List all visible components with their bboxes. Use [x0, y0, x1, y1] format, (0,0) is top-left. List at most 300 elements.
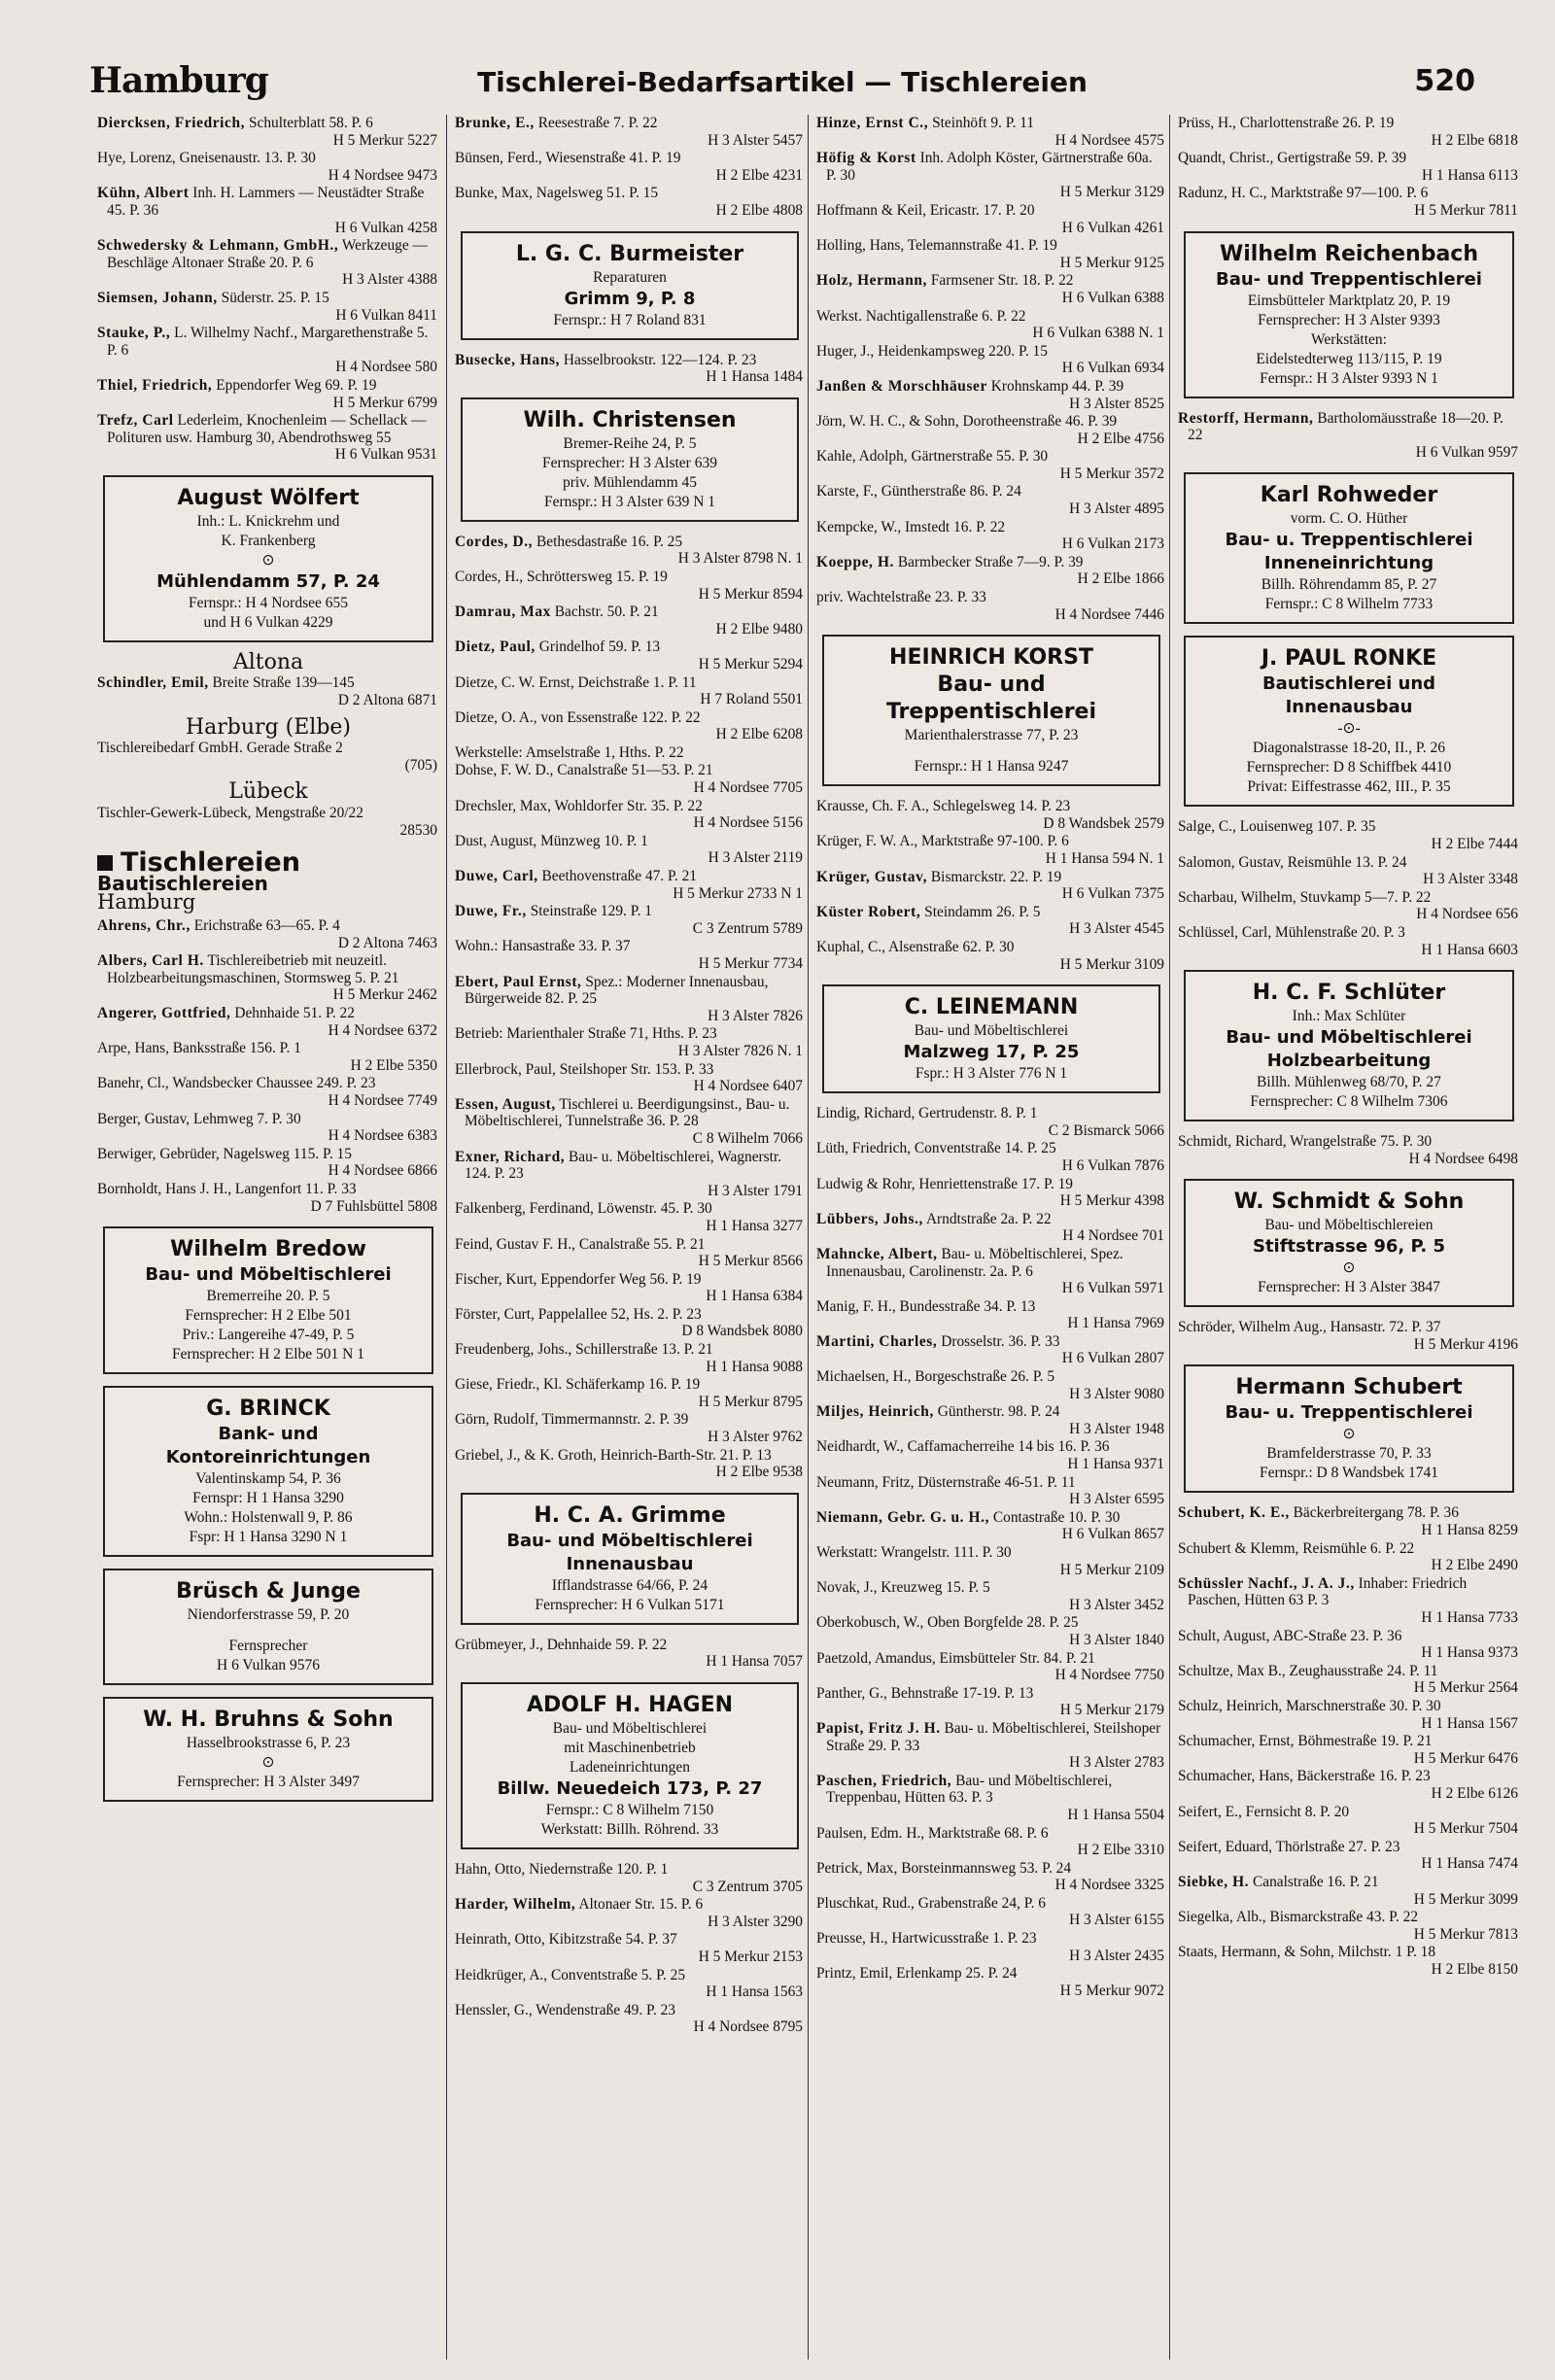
directory-entry [1178, 889, 1520, 923]
entry-phone: H 6 Vulkan 8411 [335, 306, 437, 324]
directory-entry [816, 1579, 1166, 1613]
ad-line: Fernspr.: H 3 Alster 639 N 1 [543, 493, 716, 510]
ad-title: J. PAUL RONKE [1261, 646, 1437, 672]
entry-address: Siegelka, Alb., Bismarckstraße 43. P. 22 [1178, 1909, 1419, 1926]
entry-name: Stauke, P., [97, 325, 171, 342]
entry-phone: H 3 Alster 9080 [1069, 1385, 1164, 1402]
ad-line: vorm. C. O. Hüther [1290, 510, 1408, 528]
entry-address: Bau- u. Möbeltischlerei, Steilshoper Straße 29. P. 33 [826, 1719, 1161, 1754]
directory-entry [97, 1005, 439, 1039]
entry-phone: H 3 Alster 4895 [1069, 500, 1164, 518]
entry-phone: H 3 Alster 7826 N. 1 [677, 1042, 803, 1059]
ad-line: Bau- und Möbeltischlerei [1226, 1027, 1472, 1049]
entry-address: Förster, Curt, Pappelallee 52, Hs. 2. P. 23 [455, 1305, 702, 1323]
entry-phone: H 6 Vulkan 7876 [1061, 1156, 1164, 1174]
entry-phone: H 4 Nordsee 5156 [693, 814, 803, 832]
entry-name: Schwedersky & Lehmann, GmbH., [97, 237, 339, 255]
directory-entry [816, 1403, 1166, 1437]
directory-entry [1178, 924, 1520, 958]
entry-phone: H 1 Hansa 6603 [1421, 941, 1518, 958]
directory-entry [455, 1271, 805, 1305]
directory-entry [816, 798, 1166, 832]
directory-entry [97, 412, 439, 464]
ad-address: Billw. Neuedeich 173, P. 27 [497, 1778, 763, 1799]
directory-entry [97, 377, 439, 411]
entry-address: Griebel, J., & K. Groth, Heinrich-Barth-Str. 21. P. 13 [455, 1446, 772, 1464]
entry-phone: H 5 Merkur 4398 [1059, 1192, 1164, 1210]
entry-address: Kuphal, C., Alsenstraße 62. P. 30 [816, 938, 1015, 955]
entry-name: Diercksen, Friedrich, [97, 115, 246, 131]
ad-line: Fernsprecher: H 3 Alster 3497 [177, 1774, 360, 1791]
entry-address: Oberkobusch, W., Oben Borgfelde 28. P. 25 [816, 1614, 1079, 1632]
directory-entry [97, 952, 439, 1004]
entry-name: Koeppe, H. [816, 553, 894, 570]
entry-phone: H 1 Hansa 9088 [706, 1358, 803, 1375]
entry-phone: H 5 Merkur 7504 [1413, 1820, 1518, 1838]
entry-name: Essen, August, [455, 1095, 556, 1113]
entry-address: Drechsler, Max, Wohldorfer Str. 35. P. 22 [455, 797, 703, 814]
entry-phone: H 2 Elbe 2490 [1431, 1557, 1518, 1574]
entry-address: Banehr, Cl., Wandsbecker Chaussee 249. P. 23 [97, 1075, 376, 1092]
entry-name: Kühn, Albert [97, 185, 190, 202]
ad-symbol: ⊙ [261, 1754, 275, 1772]
entry-phone: H 1 Hansa 9373 [1421, 1644, 1518, 1662]
directory-entry [97, 1040, 439, 1074]
directory-entry [1178, 115, 1520, 149]
directory-entry [816, 1333, 1166, 1367]
entry-address: Salge, C., Louisenweg 107. P. 35 [1178, 818, 1376, 836]
entry-address: Werkst. Nachtigallenstraße 6. P. 22 [816, 307, 1026, 325]
ad-line: Fernsprecher: H 3 Alster 9393 [1258, 311, 1440, 328]
entry-phone: H 3 Alster 8798 N. 1 [677, 550, 803, 568]
category-heading: Bautischlereien [97, 871, 268, 895]
entry-phone: H 3 Alster 6155 [1069, 1912, 1164, 1929]
entry-address: Printz, Emil, Erlenkamp 25. P. 24 [816, 1965, 1018, 1983]
entry-list [1178, 115, 1520, 220]
directory-entry [1178, 1733, 1520, 1767]
column-divider [446, 115, 447, 2360]
entry-address: Werkstatt: Wrangelstr. 111. P. 30 [816, 1544, 1012, 1561]
city-subheading: Hamburg [97, 890, 196, 914]
ad-address: Bramfelderstrasse 70, P. 33 [1266, 1445, 1432, 1463]
ad-line: Ladeneinrichtungen [570, 1759, 690, 1776]
entry-address: Dehnhaide 51. P. 22 [234, 1004, 355, 1021]
entry-name: Duwe, Fr., [455, 903, 527, 920]
directory-entry [97, 917, 439, 951]
directory-entry [816, 1140, 1166, 1174]
directory-entry [816, 939, 1166, 973]
entry-address: Contastraße 10. P. 30 [992, 1508, 1121, 1526]
entry-phone: H 4 Nordsee 7750 [1054, 1667, 1164, 1684]
column-3 [816, 115, 1166, 2360]
directory-entry [97, 290, 439, 324]
entry-address: Krohnskamp 44. P. 39 [990, 377, 1124, 395]
entry-address: L. Wilhelmy Nachf., Margarethenstraße 5. P. 6 [107, 325, 429, 359]
ad-line: Fernspr.: C 8 Wilhelm 7733 [1264, 596, 1434, 613]
ad-line: H 6 Vulkan 9576 [217, 1657, 320, 1674]
section-heading [97, 847, 439, 879]
directory-entry [455, 1061, 805, 1095]
entry-phone: H 6 Vulkan 9531 [334, 446, 437, 464]
directory-entry [1178, 1540, 1520, 1574]
entry-phone: H 5 Merkur 6799 [332, 394, 437, 411]
entry-phone: H 1 Hansa 1567 [1421, 1714, 1518, 1732]
ad-line: Priv.: Langereihe 47-49, P. 5 [182, 1327, 355, 1344]
entry-name: Busecke, Hans, [455, 351, 561, 368]
entry-address: Preusse, H., Hartwicusstraße 1. P. 23 [816, 1930, 1037, 1948]
entry-address: Bornholdt, Hans J. H., Langenfort 11. P. 33 [97, 1180, 357, 1197]
directory-entry [97, 740, 439, 774]
directory-entry [455, 569, 805, 603]
entry-phone: H 2 Elbe 1866 [1077, 570, 1164, 588]
directory-entry [816, 1965, 1166, 1999]
entry-name: Damrau, Max [455, 604, 551, 621]
entry-address: Dietze, O. A., von Essenstraße 122. P. 22 [455, 708, 701, 726]
ad-title: Wilh. Christensen [523, 407, 737, 432]
ad-line: Wohn.: Holstenwall 9, P. 86 [184, 1509, 353, 1527]
entry-phone: H 1 Hansa 5504 [1067, 1806, 1164, 1823]
directory-entry [455, 185, 805, 219]
entry-address: Spez.: Moderner Innenausbau, Bürgerweide 82. P. 25 [465, 973, 769, 1008]
ad-title: Brüsch & Junge [176, 1579, 361, 1604]
directory-entry [1178, 1768, 1520, 1802]
entry-address: Bäckerbreitergang 78. P. 36 [1293, 1504, 1459, 1522]
ad-line: Fernsprecher: H 3 Alster 639 [542, 454, 717, 471]
ad-line: Bau- und Treppentischlerei [1216, 268, 1482, 290]
page-number: 520 [1414, 64, 1475, 98]
entry-phone: H 4 Nordsee 7749 [328, 1091, 437, 1109]
entry-address: Erichstraße 63—65. P. 4 [193, 917, 340, 934]
ad-title: ADOLF H. HAGEN [526, 1693, 734, 1717]
entry-name: Küster Robert, [816, 903, 921, 920]
ad-address: Diagonalstrasse 18-20, II., P. 26 [1252, 740, 1446, 757]
ad-line: Fernspr.: D 8 Wandsbek 1741 [1259, 1465, 1439, 1482]
entry-list [1178, 818, 1520, 958]
entry-phone: H 5 Merkur 2179 [1059, 1702, 1164, 1719]
ad-line: Fernsprecher: H 3 Alster 3847 [1258, 1279, 1440, 1296]
ad-address: Bremerreihe 20. P. 5 [206, 1288, 330, 1305]
column-2 [455, 115, 805, 2360]
entry-address: Seifert, E., Fernsicht 8. P. 20 [1178, 1803, 1350, 1820]
entry-address: Neumann, Fritz, Düsternstraße 46-51. P. 11 [816, 1473, 1076, 1491]
entry-phone: H 5 Merkur 3109 [1059, 955, 1164, 973]
column-1 [97, 115, 439, 2360]
column-divider [808, 115, 809, 2360]
entry-name: Papist, Fritz J. H. [816, 1719, 941, 1737]
entry-name: Martini, Charles, [816, 1332, 938, 1350]
entry-phone: H 6 Vulkan 9597 [1415, 443, 1518, 461]
entry-name: Höfig & Korst [816, 150, 916, 167]
entry-phone: D 2 Altona 7463 [337, 934, 437, 951]
entry-address: Canalstraße 16. P. 21 [1253, 1873, 1379, 1890]
entry-address: Seifert, Eduard, Thörlstraße 27. P. 23 [1178, 1838, 1400, 1855]
directory-entry [455, 2002, 805, 2036]
entry-address: Süderstr. 25. P. 15 [221, 289, 329, 306]
ad-address: Bremer-Reihe 24, P. 5 [563, 434, 697, 452]
column-4 [1178, 115, 1520, 2360]
entry-phone: H 4 Nordsee 3325 [1054, 1877, 1164, 1894]
entry-list [97, 115, 439, 464]
entry-address: Lederleim, Knochenleim — Schellack — Polituren usw. Hamburg 30, Abendrothsweg 55 [107, 412, 427, 446]
directory-entry [816, 1825, 1166, 1859]
entry-phone: H 4 Nordsee 6372 [328, 1021, 437, 1039]
directory-entry [816, 308, 1166, 342]
entry-phone: H 1 Hansa 7474 [1421, 1855, 1518, 1873]
entry-name: Lübbers, Johs., [816, 1210, 923, 1227]
entry-address: Heidkrüger, A., Conventstraße 5. P. 25 [455, 1966, 686, 1983]
ad-line: Fernsprecher: H 2 Elbe 501 N 1 [171, 1346, 364, 1363]
entry-phone: H 1 Hansa 6384 [706, 1288, 803, 1305]
entry-phone: H 3 Alster 7826 [708, 1007, 803, 1024]
directory-entry [455, 709, 805, 743]
entry-phone: H 4 Nordsee 6407 [693, 1078, 803, 1095]
directory-entry [816, 554, 1166, 588]
ad-line: Bau- und Möbeltischlerei [506, 1530, 753, 1551]
directory-entry [1178, 1628, 1520, 1662]
directory-entry [1178, 1698, 1520, 1732]
directory-entry [97, 1111, 439, 1145]
directory-entry [455, 1376, 805, 1410]
ad-line: Bau- und Möbeltischlerei [145, 1264, 392, 1286]
entry-address: Schmidt, Richard, Wrangelstraße 75. P. 30 [1178, 1133, 1433, 1151]
entry-phone: H 5 Merkur 2564 [1413, 1679, 1518, 1697]
ad-title: C. LEINEMANN [904, 995, 1079, 1020]
entry-address: Tischlereibetrieb mit neuzeitl. Holzbearbeitungsmaschinen, Stormsweg 5. P. 21 [107, 952, 399, 986]
entry-name: Trefz, Carl [97, 412, 174, 430]
ad-grimme [461, 1493, 799, 1625]
entry-phone: H 4 Nordsee 656 [1416, 906, 1518, 923]
entry-address: Heinrath, Otto, Kibitzstraße 54. P. 37 [455, 1931, 677, 1949]
entry-phone: H 5 Merkur 3572 [1059, 465, 1164, 482]
entry-name: Krüger, Gustav, [816, 868, 928, 885]
entry-phone: H 3 Alster 2435 [1069, 1947, 1164, 1964]
directory-entry [816, 904, 1166, 938]
entry-address: Prüss, H., Charlottenstraße 26. P. 19 [1178, 115, 1395, 131]
ad-title: Treppentischlerei [885, 700, 1097, 725]
ad-line: priv. Mühlendamm 45 [562, 473, 698, 491]
entry-phone: H 6 Vulkan 4261 [1061, 219, 1164, 236]
directory-entry [816, 1614, 1166, 1648]
entry-address: Görn, Rudolf, Timmermannstr. 2. P. 39 [455, 1411, 689, 1429]
directory-entry [816, 1895, 1166, 1929]
entry-address: Jörn, W. H. C., & Sohn, Dorotheenstraße 46. P. 39 [816, 413, 1118, 431]
entry-address: Michaelsen, H., Borgeschstraße 26. P. 5 [816, 1368, 1055, 1386]
entry-address: Holling, Hans, Telemannstraße 41. P. 19 [816, 237, 1057, 255]
entry-name: Exner, Richard, [455, 1148, 566, 1165]
directory-entry [816, 1474, 1166, 1508]
directory-entry [455, 1025, 805, 1059]
ad-address: Billh. Röhrendamm 85, P. 27 [1261, 576, 1437, 594]
ad-title: H. C. A. Grimme [534, 1502, 726, 1528]
city-title: Hamburg [89, 60, 268, 101]
entry-phone: H 3 Alster 2783 [1069, 1754, 1164, 1772]
entry-phone: H 5 Merkur 3099 [1413, 1890, 1518, 1908]
ad-line: Fspr.: H 3 Alster 776 N 1 [915, 1065, 1068, 1083]
entry-phone: H 3 Alster 1840 [1069, 1631, 1164, 1648]
entry-name: Siebke, H. [1178, 1873, 1250, 1890]
entry-address: Eppendorfer Weg 69. P. 19 [216, 376, 377, 394]
entry-phone: H 5 Merkur 8795 [698, 1393, 803, 1410]
directory-entry [816, 1860, 1166, 1894]
page-header [89, 60, 1475, 107]
directory-entry [816, 589, 1166, 623]
directory-entry [816, 413, 1166, 447]
entry-name: Ahrens, Chr., [97, 917, 190, 934]
entry-address: Staats, Hermann, & Sohn, Milchstr. 1 P. 18 [1178, 1944, 1436, 1961]
directory-entry [455, 1200, 805, 1234]
ad-line: Innenausbau [1285, 697, 1413, 718]
entry-name: Thiel, Friedrich, [97, 376, 213, 394]
city-subheading: Lübeck [228, 779, 308, 805]
entry-address: Schumacher, Ernst, Böhmestraße 19. P. 21 [1178, 1733, 1433, 1750]
directory-entry [1178, 1663, 1520, 1697]
entry-address: Lindig, Richard, Gertrudenstr. 8. P. 1 [816, 1105, 1038, 1122]
directory-entry [455, 868, 805, 902]
ad-line: Fernspr.: H 4 Nordsee 655 [188, 594, 349, 611]
ad-bredow [103, 1226, 433, 1374]
city-subheading: Altona [232, 649, 304, 674]
ad-symbol: ⊙ [261, 551, 275, 569]
entry-address: Salomon, Gustav, Reismühle 13. P. 24 [1178, 853, 1407, 871]
ad-title: W. H. Bruhns & Sohn [143, 1707, 394, 1733]
entry-phone: H 6 Vulkan 4258 [334, 219, 437, 236]
ad-line: Fernspr: H 1 Hansa 3290 [192, 1490, 344, 1507]
directory-entry [816, 1544, 1166, 1578]
ad-line: Fernspr.: C 8 Wilhelm 7150 [545, 1802, 714, 1818]
entry-name: Ebert, Paul Ernst, [455, 973, 582, 990]
entry-address: Schult, August, ABC-Straße 23. P. 36 [1178, 1627, 1402, 1644]
entry-phone: H 3 Alster 2119 [708, 849, 803, 867]
entry-name: Angerer, Gottfried, [97, 1004, 231, 1021]
ad-schlueter [1184, 970, 1514, 1121]
entry-phone: H 1 Hansa 594 N. 1 [1045, 850, 1164, 867]
directory-entry [455, 1967, 805, 2001]
entry-address: Pluschkat, Rud., Grabenstraße 24, P. 6 [816, 1894, 1046, 1912]
entry-address: Henssler, G., Wendenstraße 49. P. 23 [455, 2001, 675, 2018]
entry-phone: H 2 Elbe 6818 [1431, 131, 1518, 149]
ad-line: Bau- und Möbeltischlerei [552, 1720, 708, 1737]
ad-address: Eimsbütteler Marktplatz 20, P. 19 [1247, 292, 1451, 309]
ad-title: Wilhelm Bredow [170, 1237, 366, 1262]
entry-address: Altonaer Str. 15. P. 6 [578, 1896, 704, 1914]
directory-entry [97, 1146, 439, 1180]
directory-entry [816, 1438, 1166, 1472]
entry-phone: H 2 Elbe 6208 [715, 726, 803, 743]
entry-name: Restorff, Hermann, [1178, 409, 1314, 427]
entry-address: Tischlereibedarf GmbH. Gerade Straße 2 [97, 740, 343, 757]
ad-title: Karl Rohweder [1260, 483, 1438, 508]
entry-phone: H 5 Merkur 5294 [698, 655, 803, 673]
entry-phone: H 4 Nordsee 580 [335, 359, 437, 376]
ad-title: Hermann Schubert [1235, 1375, 1463, 1400]
entry-name: Holz, Hermann, [816, 272, 927, 290]
directory-entry [816, 1720, 1166, 1772]
ad-line: Fernsprecher: H 2 Elbe 501 [185, 1307, 352, 1325]
entry-address: Bau- u. Möbeltischlerei, Wagnerstr. 124. P. 23 [465, 1148, 782, 1183]
directory-entry [816, 1930, 1166, 1964]
ad-burmeister [461, 231, 799, 340]
entry-address: Inh. Adolph Köster, Gärtnerstraße 60a. P. 30 [826, 150, 1153, 184]
entry-phone: (705) [404, 756, 437, 774]
entry-phone: H 5 Merkur 2109 [1059, 1561, 1164, 1578]
entry-phone: 28530 [399, 821, 437, 839]
entry-phone: H 2 Elbe 4231 [715, 166, 803, 184]
entry-phone: H 1 Hansa 6113 [1421, 166, 1518, 184]
entry-phone: H 6 Vulkan 8657 [1061, 1526, 1164, 1543]
ad-line: Privat: Eiffestrasse 462, III., P. 35 [1247, 778, 1451, 796]
directory-entry [455, 534, 805, 568]
directory-entry [816, 272, 1166, 306]
entry-address: Bunke, Max, Nagelsweg 51. P. 15 [455, 185, 659, 202]
entry-name: Niemann, Gebr. G. u. H., [816, 1508, 990, 1526]
entry-address: Kahle, Adolph, Gärtnerstraße 55. P. 30 [816, 448, 1049, 466]
entry-address: Dust, August, Münzweg 10. P. 1 [455, 832, 648, 849]
directory-entry [455, 798, 805, 832]
directory-entry [816, 1211, 1166, 1245]
entry-phone: H 5 Merkur 3129 [1059, 184, 1164, 201]
entry-phone: H 2 Elbe 6126 [1431, 1784, 1518, 1802]
ad-address: Valentinskamp 54, P. 36 [195, 1470, 341, 1488]
directory-entry [455, 150, 805, 184]
entry-phone: H 4 Nordsee 6498 [1408, 1150, 1518, 1167]
section-title: Tischlerei-Bedarfsartikel — Tischlereien [477, 66, 1088, 98]
entry-phone: H 3 Alster 1791 [708, 1182, 803, 1199]
directory-entry [816, 448, 1166, 482]
entry-address: Quandt, Christ., Gertigstraße 59. P. 39 [1178, 150, 1407, 167]
entry-phone: H 6 Vulkan 2173 [1061, 535, 1164, 553]
ad-line: Reparaturen [593, 268, 667, 286]
ad-title: W. Schmidt & Sohn [1233, 1190, 1465, 1215]
directory-entry [1178, 854, 1520, 888]
entry-name: Miljes, Heinrich, [816, 1403, 934, 1421]
ad-line: Innenausbau [566, 1553, 694, 1574]
ad-line: Werkstätten: [1311, 330, 1387, 348]
entry-address: Lüth, Friedrich, Conventstraße 14. P. 25 [816, 1140, 1056, 1157]
entry-phone: H 3 Alster 3290 [708, 1913, 803, 1930]
entry-address: Betrieb: Marienthaler Straße 71, Hths. P. 23 [455, 1025, 717, 1043]
entry-name: Albers, Carl H. [97, 952, 204, 970]
entry-phone: H 5 Merkur 6476 [1413, 1749, 1518, 1767]
entry-phone: H 2 Elbe 7444 [1431, 835, 1518, 852]
directory-entry [816, 378, 1166, 412]
entry-name: Harder, Wilhelm, [455, 1896, 576, 1914]
directory-entry [816, 483, 1166, 517]
directory-entry [455, 1341, 805, 1375]
ad-line: Bau- u. Treppentischlerei [1225, 1402, 1473, 1424]
directory-entry [1178, 410, 1520, 462]
entry-address: Tischlerei u. Beerdigungsinst., Bau- u. Möbeltischlerei, Tunnelstraße 36. P. 28 [465, 1095, 790, 1130]
entry-address: Petrick, Max, Borsteinmannsweg 53. P. 24 [816, 1859, 1072, 1877]
entry-address: Güntherstr. 98. P. 24 [937, 1403, 1060, 1421]
entry-address: Bismarckstr. 22. P. 19 [930, 868, 1062, 885]
ad-address: Grimm 9, P. 8 [564, 288, 696, 309]
entry-phone: C 8 Wilhelm 7066 [692, 1129, 803, 1147]
entry-address: Radunz, H. C., Marktstraße 97—100. P. 6 [1178, 185, 1429, 202]
city-subheading: Harburg (Elbe) [185, 714, 352, 740]
ad-hagen [461, 1682, 799, 1849]
entry-address: Steinstraße 129. P. 1 [530, 903, 652, 920]
ad-line: Fernsprecher: C 8 Wilhelm 7306 [1250, 1093, 1448, 1111]
entry-address: Inhaber: Friedrich Paschen, Hütten 63 P. 3 [1188, 1574, 1468, 1609]
entry-phone: H 4 Nordsee 701 [1062, 1227, 1164, 1245]
directory-entry [1178, 185, 1520, 219]
directory-entry [455, 638, 805, 673]
entry-list [816, 798, 1166, 973]
entry-phone: H 3 Alster 4388 [342, 271, 437, 289]
ad-rohweder [1184, 472, 1514, 624]
ad-line: K. Frankenberg [221, 532, 316, 549]
directory-entry [97, 1075, 439, 1109]
